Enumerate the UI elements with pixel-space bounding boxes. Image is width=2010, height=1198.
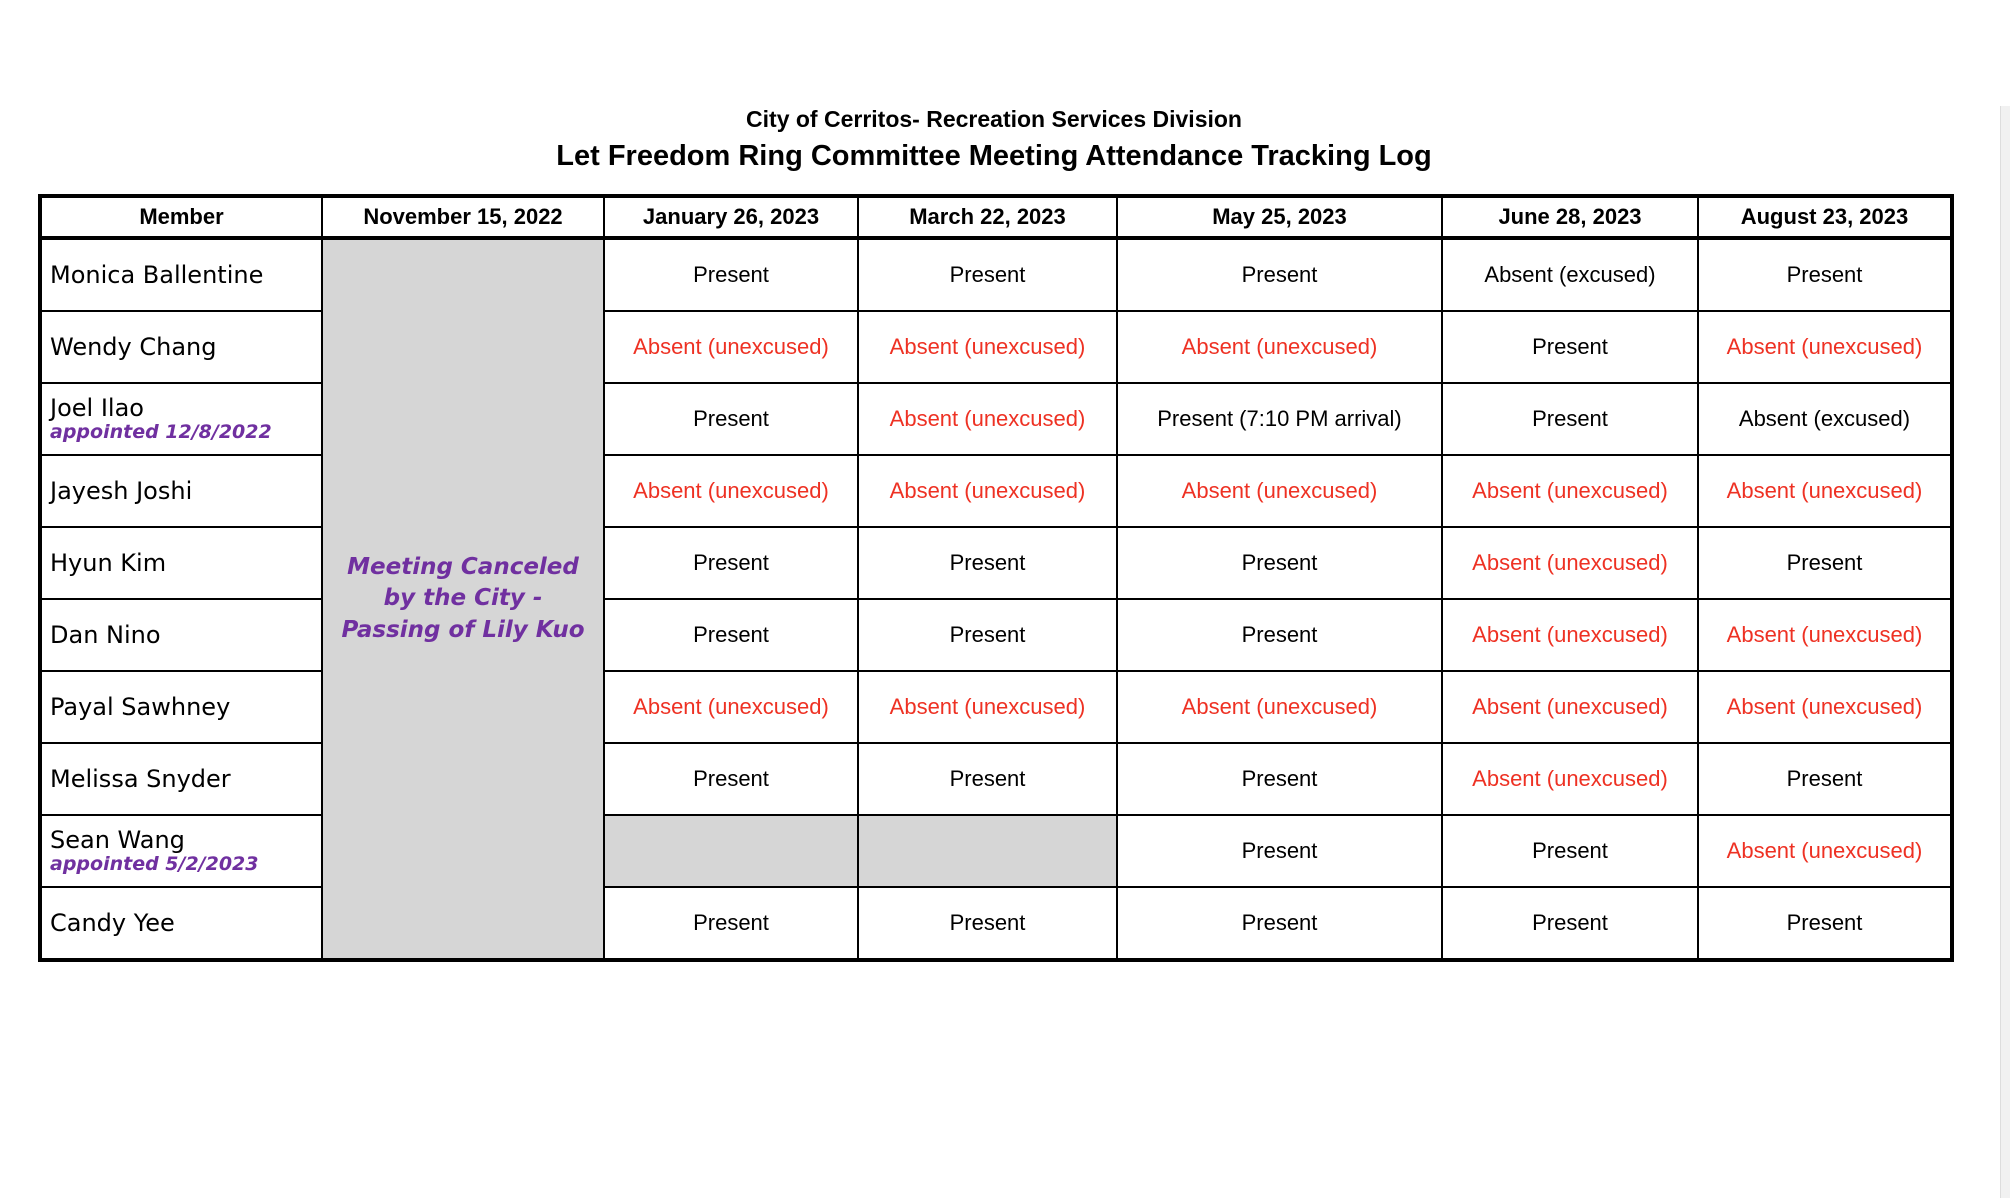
member-cell xyxy=(40,671,322,743)
attendance-cell: Present xyxy=(858,527,1117,599)
table-row xyxy=(40,238,1952,311)
appointed-note: appointed 5/2/2023 xyxy=(50,853,259,876)
attendance-cell: Absent (unexcused) xyxy=(1698,671,1952,743)
attendance-cell: Absent (unexcused) xyxy=(604,311,858,383)
header-row xyxy=(40,196,1952,238)
attendance-cell: Absent (unexcused) xyxy=(858,455,1117,527)
attendance-cell xyxy=(604,815,858,887)
attendance-table xyxy=(38,194,1954,962)
attendance-cell: Absent (unexcused) xyxy=(604,455,858,527)
attendance-cell: Present xyxy=(1442,311,1698,383)
attendance-cell: Present xyxy=(858,887,1117,960)
attendance-cell: Absent (unexcused) xyxy=(1698,815,1952,887)
attendance-cell: Present xyxy=(1442,383,1698,455)
meeting-canceled-text-line: Meeting Canceled xyxy=(347,554,579,581)
member-cell xyxy=(40,527,322,599)
column-header-member: Member xyxy=(40,196,322,238)
attendance-cell: Present xyxy=(1117,743,1442,815)
attendance-cell: Present xyxy=(1117,238,1442,311)
attendance-table-header xyxy=(40,196,1952,238)
member-name: Wendy Chang xyxy=(50,333,217,361)
member-name: Payal Sawhney xyxy=(50,693,231,721)
attendance-cell: Absent (unexcused) xyxy=(1117,455,1442,527)
column-header-mar-22-2023: March 22, 2023 xyxy=(858,196,1117,238)
document-title-main: Let Freedom Ring Committee Meeting Attendance Tracking Log xyxy=(556,140,1432,172)
attendance-table-body xyxy=(40,238,1952,960)
attendance-cell: Absent (unexcused) xyxy=(1442,599,1698,671)
attendance-cell: Absent (unexcused) xyxy=(604,671,858,743)
member-cell xyxy=(40,743,322,815)
attendance-cell: Absent (unexcused) xyxy=(1442,455,1698,527)
attendance-cell xyxy=(858,815,1117,887)
member-name: Monica Ballentine xyxy=(50,261,264,289)
attendance-cell: Present xyxy=(604,383,858,455)
document-header xyxy=(38,106,1950,173)
attendance-cell: Present xyxy=(858,238,1117,311)
page-right-edge xyxy=(2000,106,2010,1198)
attendance-cell: Present xyxy=(1442,815,1698,887)
member-cell xyxy=(40,311,322,383)
column-header-nov-15-2022: November 15, 2022 xyxy=(322,196,604,238)
attendance-cell: Present xyxy=(604,527,858,599)
attendance-cell: Absent (unexcused) xyxy=(858,383,1117,455)
attendance-cell: Absent (unexcused) xyxy=(1117,671,1442,743)
member-name: Joel Ilao xyxy=(50,394,144,423)
column-header-may-25-2023: May 25, 2023 xyxy=(1117,196,1442,238)
column-header-aug-23-2023: August 23, 2023 xyxy=(1698,196,1952,238)
appointed-note: appointed 12/8/2022 xyxy=(50,421,272,444)
member-cell xyxy=(40,599,322,671)
document-title-division: City of Cerritos- Recreation Services Division xyxy=(746,106,1242,132)
meeting-canceled-cell xyxy=(322,238,604,960)
member-cell xyxy=(40,455,322,527)
attendance-cell: Present xyxy=(604,887,858,960)
attendance-cell: Present xyxy=(1442,887,1698,960)
column-header-jun-28-2023: June 28, 2023 xyxy=(1442,196,1698,238)
attendance-cell: Absent (unexcused) xyxy=(1442,671,1698,743)
attendance-cell: Present xyxy=(1698,743,1952,815)
attendance-cell: Present xyxy=(1117,599,1442,671)
attendance-cell: Present (7:10 PM arrival) xyxy=(1117,383,1442,455)
attendance-cell: Present xyxy=(858,599,1117,671)
attendance-cell: Absent (unexcused) xyxy=(1698,455,1952,527)
attendance-cell: Present xyxy=(1698,887,1952,960)
attendance-cell: Present xyxy=(1698,238,1952,311)
attendance-cell: Present xyxy=(604,599,858,671)
member-cell xyxy=(40,383,322,455)
column-header-jan-26-2023: January 26, 2023 xyxy=(604,196,858,238)
member-name: Melissa Snyder xyxy=(50,765,231,793)
attendance-cell: Present xyxy=(858,743,1117,815)
attendance-cell: Present xyxy=(604,743,858,815)
member-name: Dan Nino xyxy=(50,621,161,649)
attendance-cell: Present xyxy=(1698,527,1952,599)
member-cell xyxy=(40,238,322,311)
attendance-cell: Absent (excused) xyxy=(1698,383,1952,455)
attendance-cell: Present xyxy=(1117,887,1442,960)
attendance-cell: Present xyxy=(1117,527,1442,599)
member-cell xyxy=(40,815,322,887)
attendance-cell: Absent (unexcused) xyxy=(858,311,1117,383)
attendance-cell: Absent (unexcused) xyxy=(858,671,1117,743)
attendance-cell: Absent (unexcused) xyxy=(1117,311,1442,383)
attendance-cell: Absent (unexcused) xyxy=(1442,527,1698,599)
attendance-cell: Present xyxy=(604,238,858,311)
member-name: Hyun Kim xyxy=(50,549,167,577)
member-name: Sean Wang xyxy=(50,826,185,855)
meeting-canceled-text-line: Passing of Lily Kuo xyxy=(341,616,585,643)
attendance-cell: Absent (unexcused) xyxy=(1442,743,1698,815)
member-name: Jayesh Joshi xyxy=(50,477,193,505)
attendance-cell: Absent (unexcused) xyxy=(1698,311,1952,383)
member-cell xyxy=(40,887,322,960)
meeting-canceled-text-line: by the City - xyxy=(383,585,543,612)
attendance-cell: Present xyxy=(1117,815,1442,887)
member-name: Candy Yee xyxy=(50,909,175,937)
attendance-cell: Absent (excused) xyxy=(1442,238,1698,311)
attendance-cell: Absent (unexcused) xyxy=(1698,599,1952,671)
